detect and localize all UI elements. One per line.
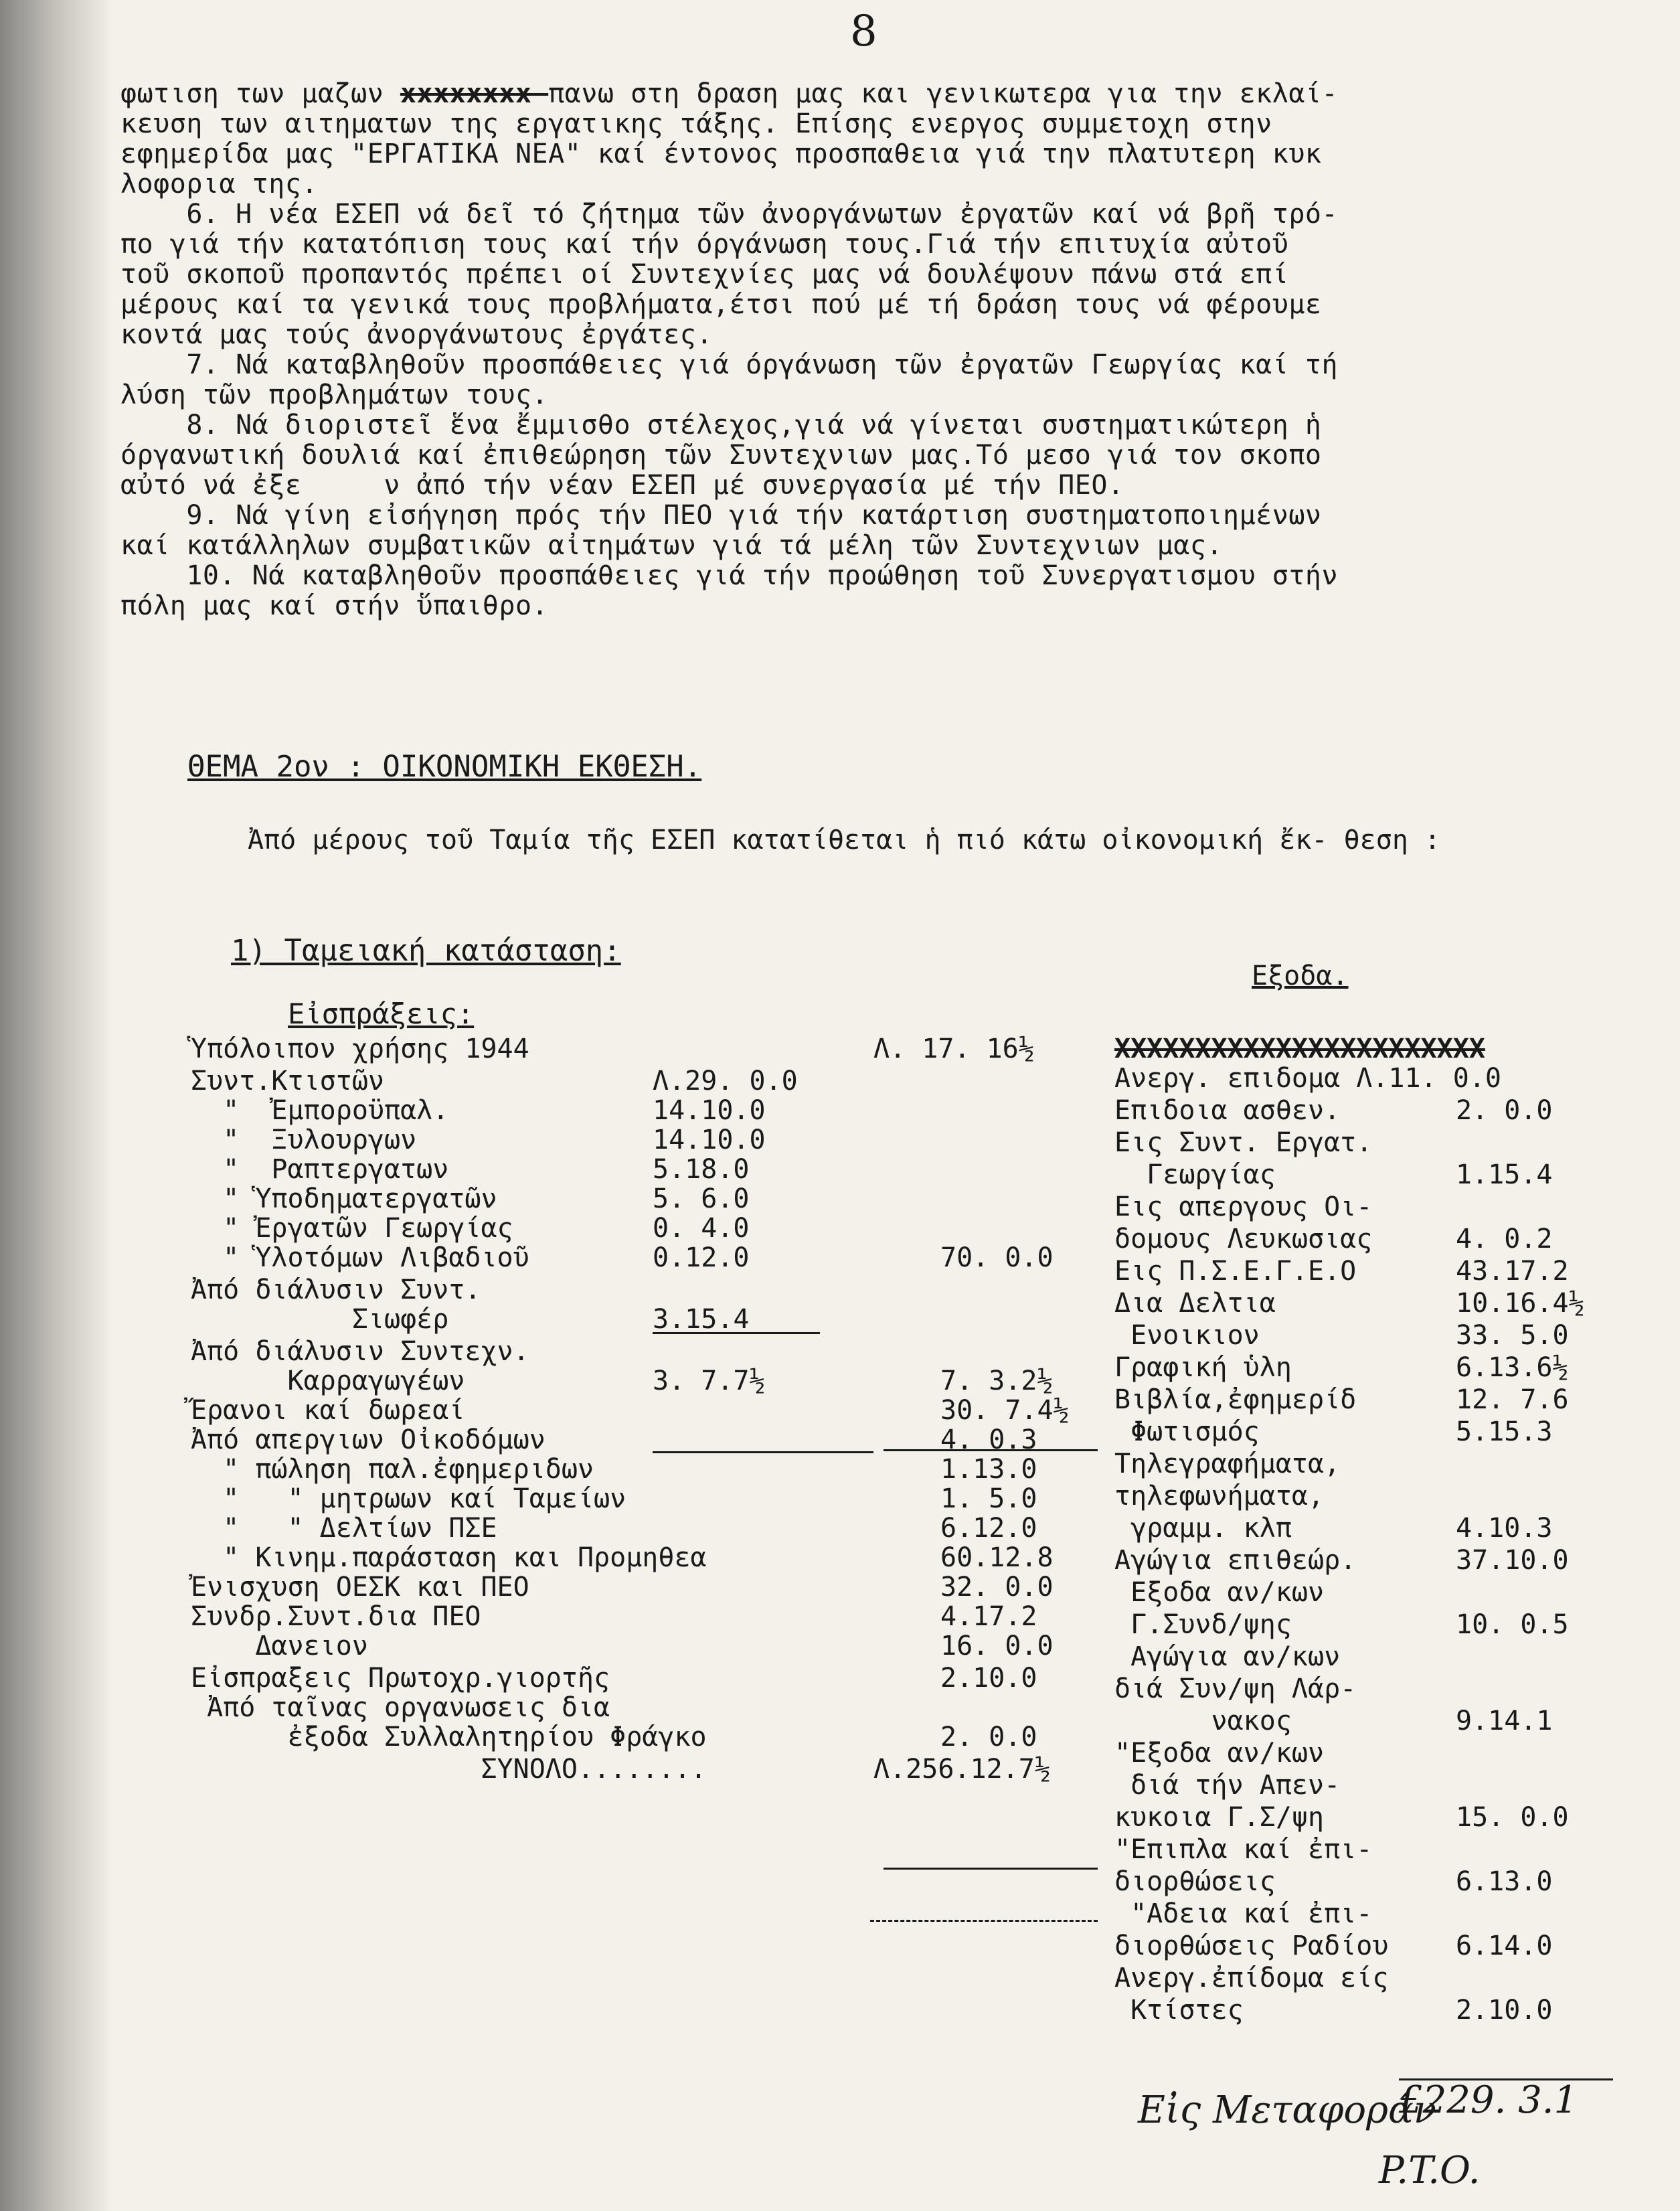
- receipt-label: " Κινημ.παράσταση και Προμηθεα: [191, 1542, 707, 1573]
- receipt-amount: Λ. 17. 16½: [873, 1034, 1035, 1064]
- receipt-label: " Ἐμποροϋπαλ.: [191, 1095, 449, 1126]
- receipt-subamount: 5.18.0: [653, 1154, 750, 1185]
- expense-label: Αγώγια επιθεώρ.: [1114, 1545, 1357, 1576]
- receipt-subamount: 3.15.4: [653, 1304, 750, 1335]
- text-line: τοῦ σκοποῦ προπαντός πρέπει οί Συντεχνίες μας νά δουλέψουν πάνω στά επί: [120, 259, 1289, 290]
- expense-amount: 4. 0.2: [1456, 1224, 1553, 1254]
- receipt-subamount: 14.10.0: [653, 1125, 766, 1155]
- expense-amount: 6.13.0: [1456, 1866, 1553, 1897]
- handwritten-pto: P.T.O.: [1379, 2149, 1481, 2192]
- text-line: όργανωτική δουλιά καί ἐπιθεώρηση τῶν Συντεχνιων μας.Τό μεσο γιά τον σκοπο: [120, 440, 1322, 471]
- expense-label: Γ.Συνδ/ψης: [1114, 1609, 1292, 1640]
- cash-position-heading: 1) Ταμειακή κατάσταση:: [231, 934, 621, 968]
- receipt-label: Δανειον: [191, 1631, 368, 1661]
- text-line: αὐτό νά ἐξε ν ἀπό τήν νέαν ΕΣΕΠ μέ συνεργασία μέ τήν ΠΕΟ.: [120, 470, 1124, 501]
- receipt-amount: 4. 0.3: [940, 1424, 1037, 1455]
- receipt-label: " Ἐργατῶν Γεωργίας: [191, 1213, 513, 1244]
- expenses-heading: Εξοδα.: [1252, 961, 1349, 991]
- receipt-label: Ἔρανοι καί δωρεαί: [191, 1395, 465, 1426]
- subtotal-rule-1: [653, 1332, 820, 1334]
- expense-label: Γραφική ὑλη: [1114, 1352, 1292, 1383]
- expense-label: Εις απεργους Οι-: [1114, 1192, 1373, 1222]
- expense-label: Δια Δελτια: [1114, 1288, 1276, 1319]
- receipt-label: Ἀπό διάλυσιν Συντ.: [191, 1275, 481, 1305]
- receipt-label: Εἰσπραξεις Πρωτοχρ.γιορτῆς: [191, 1663, 610, 1694]
- section-heading: ΘΕΜΑ 2ον : ΟΙΚΟΝΟΜΙΚΗ ΕΚΘΕΣΗ.: [187, 750, 702, 784]
- expense-amount: 6.13.6½: [1456, 1352, 1569, 1383]
- subtotal-rule-3: [884, 1449, 1098, 1451]
- receipt-label: " Ὑλοτόμων Λιβαδιοῦ: [191, 1242, 529, 1273]
- receipt-label: Καρραγωγέων: [191, 1366, 465, 1396]
- text-line: μέρους καί τα γενικά τους προβλήματα,έτσι πού μέ τή δράση τους νά φέρουμε: [120, 289, 1322, 320]
- receipt-amount: 2.10.0: [940, 1663, 1037, 1694]
- expense-label: "Εξοδα αν/κων: [1114, 1738, 1325, 1769]
- expense-amount: 6.14.0: [1456, 1931, 1553, 1961]
- scan-shadow-edge: [0, 0, 114, 2211]
- expense-label: Εις Π.Σ.Ε.Γ.Ε.Ο: [1114, 1256, 1357, 1287]
- expense-amount: 2. 0.0: [1456, 1095, 1553, 1126]
- struck-out-word: xxxxxxxx: [400, 78, 549, 109]
- expense-label: διορθώσεις Ραδίου: [1114, 1931, 1389, 1961]
- text-line: εφημερίδα μας "ΕΡΓΑΤΙΚΑ ΝΕΑ" καί έντονος προσπαθεια γιά την πλατυτερη κυκ: [120, 139, 1322, 169]
- receipt-amount: 7. 3.2½: [940, 1366, 1054, 1396]
- expense-amount: 15. 0.0: [1456, 1802, 1569, 1833]
- expense-amount: 9.14.1: [1456, 1706, 1553, 1736]
- receipt-label: Συνδρ.Συντ.δια ΠΕΟ: [191, 1601, 481, 1632]
- text-line: καί κατάλληλων συμβατικῶν αἰτημάτων γιά τά μέλη τῶν Συντεχνιων μας.: [120, 530, 1223, 561]
- receipt-amount: 1.13.0: [940, 1454, 1037, 1485]
- expense-label: Φωτισμός: [1114, 1416, 1260, 1447]
- financial-report-intro: Ἀπό μέρους τοῦ Ταμία τῆς ΕΣΕΠ κατατίθεται ἡ πιό κάτω οἰκονομική ἔκ- θεση :: [248, 825, 1441, 855]
- receipt-amount: 60.12.8: [940, 1542, 1054, 1573]
- expense-label: Βιβλία,ἐφημερίδ: [1114, 1384, 1357, 1415]
- expense-label: Ενοικιον: [1114, 1320, 1260, 1351]
- receipt-amount: Λ.256.12.7½: [873, 1754, 1051, 1785]
- text-line: πόλη μας καί στήν ὕπαιθρο.: [120, 590, 549, 621]
- expense-label: Επιδοια ασθεν.: [1114, 1095, 1341, 1126]
- expense-label: "Αδεια καί ἐπι-: [1114, 1898, 1373, 1929]
- handwritten-carry-forward-label: Εἰς Μεταφοράν: [1138, 2089, 1436, 2132]
- expense-label: γραμμ. κλπ: [1114, 1513, 1292, 1544]
- text-line: πο γιά τήν κατατόπιση τους καί τήν όργάνωση τους.Γιά τήν επιτυχία αὐτοῦ: [120, 229, 1289, 260]
- text-line: 6. Η νέα ΕΣΕΠ νά δεῖ τό ζήτημα τῶν ἀνοργάνωτων ἐργατῶν καί νά βρῆ τρό-: [120, 199, 1339, 230]
- receipt-subamount: 0. 4.0: [653, 1213, 750, 1244]
- receipt-label: Συντ.Κτιστῶν: [191, 1066, 384, 1096]
- receipt-label: Ἐνισχυση ΟΕΣΚ και ΠΕΟ: [191, 1572, 529, 1603]
- expense-amount: 33. 5.0: [1456, 1320, 1569, 1351]
- receipt-label: ἐξοδα Συλλαλητηρίου Φράγκο: [191, 1722, 707, 1752]
- expense-label: κυκοια Γ.Σ/ψη: [1114, 1802, 1325, 1833]
- text-line: 8. Νά διοριστεῖ ἕνα ἔμμισθο στέλεχος,γιά νά γίνεται συστηματικώτερη ἡ: [120, 410, 1322, 440]
- numbered-resolutions-text: [120, 79, 1633, 621]
- expense-label: διά τήν Απεν-: [1114, 1770, 1341, 1801]
- receipt-amount: 1. 5.0: [940, 1483, 1037, 1514]
- expenses-ledger: [1114, 1034, 1610, 2092]
- expense-amount: 1.15.4: [1456, 1159, 1553, 1190]
- total-rule: [884, 1868, 1098, 1870]
- receipt-label: " Ραπτεργατων: [191, 1154, 449, 1185]
- handwritten-expenses-total: £229. 3.1: [1399, 2078, 1578, 2122]
- receipt-label: " Ξυλουργων: [191, 1125, 417, 1155]
- receipt-label: Ἀπό απεργιων Οἰκοδόμων: [191, 1424, 545, 1455]
- expense-amount: 10. 0.5: [1456, 1609, 1569, 1640]
- text-line: λοφορια της.: [120, 169, 318, 199]
- receipt-subamount: Λ.29. 0.0: [653, 1066, 798, 1096]
- expense-label: Αγώγια αν/κων: [1114, 1641, 1341, 1672]
- expense-amount: 10.16.4½: [1456, 1288, 1585, 1319]
- receipt-subamount: 14.10.0: [653, 1095, 766, 1126]
- receipt-label: " Ὑποδηματεργατῶν: [191, 1183, 497, 1214]
- expense-label: διά Συν/ψη Λάρ-: [1114, 1673, 1357, 1704]
- receipt-label: Σιωφέρ: [191, 1304, 449, 1335]
- expense-label: Ανεργ. επιδομα Λ.11. 0.0: [1114, 1063, 1501, 1094]
- text-line: κοντά μας τούς ἀνοργάνωτους ἐργάτες.: [120, 319, 713, 350]
- struck-out-line: XXXXXXXXXXXXXXXXXXXXXXX: [1114, 1034, 1485, 1064]
- receipt-label: Ὑπόλοιπον χρήσης 1944: [191, 1034, 529, 1064]
- expense-label: διορθώσεις: [1114, 1866, 1276, 1897]
- receipts-heading: Εἰσπράξεις:: [288, 997, 475, 1030]
- receipt-amount: 70. 0.0: [940, 1242, 1054, 1273]
- expense-label: Τηλεγραφήματα,: [1114, 1449, 1341, 1479]
- expense-amount: 12. 7.6: [1456, 1384, 1569, 1415]
- expense-label: Εξοδα αν/κων: [1114, 1577, 1325, 1608]
- expense-amount: 2.10.0: [1456, 1995, 1553, 2026]
- receipts-ledger: [191, 1034, 1108, 1918]
- receipt-label: " " Δελτίων ΠΣΕ: [191, 1513, 497, 1544]
- subtotal-rule-2: [653, 1451, 873, 1453]
- expense-label: Ανεργ.ἐπίδομα είς: [1114, 1963, 1389, 1993]
- expense-label: τηλεφωνήματα,: [1114, 1481, 1325, 1511]
- text-line: φωτιση των μαζων xxxxxxxx πανω στη δραση μας και γενικωτερα για την εκλαί-: [120, 78, 1339, 109]
- receipt-label: Ἀπό διάλυσιν Συντεχν.: [191, 1336, 529, 1367]
- expense-label: νακος: [1114, 1706, 1292, 1736]
- receipt-amount: 2. 0.0: [940, 1722, 1037, 1752]
- total-dashed-rule: [870, 1920, 1098, 1922]
- text-line: 9. Νά γίνη εἰσήγηση πρός τήν ΠΕΟ γιά τήν κατάρτιση συστηματοποιημένων: [120, 500, 1322, 531]
- receipt-subamount: 5. 6.0: [653, 1183, 750, 1214]
- receipt-subamount: 3. 7.7½: [653, 1366, 766, 1396]
- text-line: 10. Νά καταβληθοῦν προσπάθειες γιά τήν προώθηση τοῦ Συνεργατισμου στήν: [120, 560, 1339, 591]
- receipt-label: ΣΥΝΟΛΟ........: [191, 1754, 707, 1785]
- text-line: λύση τῶν προβλημάτων τους.: [120, 380, 549, 410]
- expense-label: "Επιπλα καί ἐπι-: [1114, 1834, 1373, 1865]
- receipt-label: Ἀπό ταῖνας οργανωσεις δια: [191, 1692, 610, 1723]
- text-line: κευση των αιτηματων της εργατικης τάξης. Επίσης ενεργος συμμετοχη στην: [120, 108, 1272, 139]
- receipt-amount: 6.12.0: [940, 1513, 1037, 1544]
- expense-label: δομους Λευκωσιας: [1114, 1224, 1373, 1254]
- expense-label: Γεωργίας: [1114, 1159, 1276, 1190]
- expense-amount: 37.10.0: [1456, 1545, 1569, 1576]
- expense-amount: 5.15.3: [1456, 1416, 1553, 1447]
- receipt-subamount: 0.12.0: [653, 1242, 750, 1273]
- expense-label: Κτίστες: [1114, 1995, 1244, 2026]
- receipt-amount: 32. 0.0: [940, 1572, 1054, 1603]
- receipt-label: " " μητρωων καί Ταμείων: [191, 1483, 626, 1514]
- expense-amount: 4.10.3: [1456, 1513, 1553, 1544]
- receipt-amount: 30. 7.4½: [940, 1395, 1070, 1426]
- expense-label: Εις Συντ. Εργατ.: [1114, 1127, 1373, 1158]
- receipt-label: " πώληση παλ.ἐφημεριδων: [191, 1454, 594, 1485]
- expense-amount: 43.17.2: [1456, 1256, 1569, 1287]
- text-line: 7. Νά καταβληθοῦν προσπάθειες γιά όργάνωση τῶν ἐργατῶν Γεωργίας καί τή: [120, 349, 1339, 380]
- receipt-amount: 16. 0.0: [940, 1631, 1054, 1661]
- page-number: 8: [850, 7, 877, 56]
- receipt-amount: 4.17.2: [940, 1601, 1037, 1632]
